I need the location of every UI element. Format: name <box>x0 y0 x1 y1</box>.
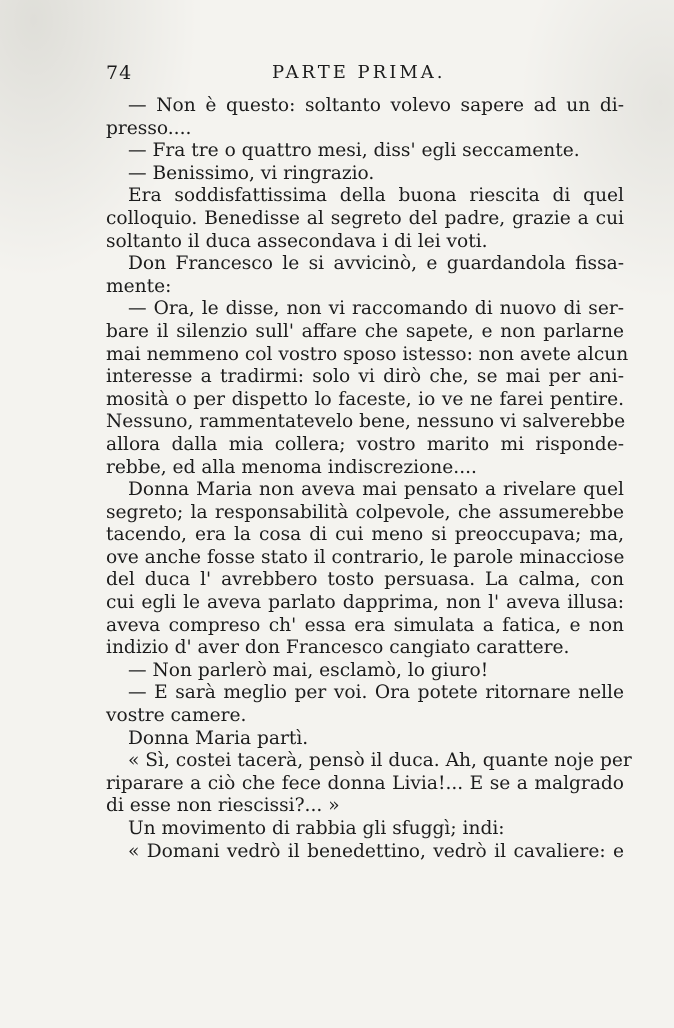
text-line: aveva compreso ch' essa era simulata a fatica, e non <box>106 614 624 636</box>
text-line: — Fra tre o quattro mesi, diss' egli seccamente. <box>128 140 580 162</box>
text-line: ove anche fosse stato il contrario, le parole minacciose <box>106 546 625 568</box>
text-line: cui egli le aveva parlato dapprima, non l' aveva illusa: <box>106 592 624 614</box>
text-line: « Sì, costei tacerà, pensò il duca. Ah, quante noje per <box>128 750 632 772</box>
text-line: mosità o per dispetto lo faceste, io ve ne farei pentire. <box>106 388 624 410</box>
text-line: tacendo, era la cosa di cui meno si preoccupava; ma, <box>106 524 624 546</box>
text-line: — Benissimo, vi ringrazio. <box>128 162 375 184</box>
text-line: soltanto il duca assecondava i di lei voti. <box>106 230 488 252</box>
text-line: Era soddisfattissima della buona riescita di quel <box>128 185 624 207</box>
body-text <box>106 95 632 863</box>
text-line: colloquio. Benedisse al segreto del padre, grazie a cui <box>106 207 624 229</box>
text-line: di esse non riescissi?... » <box>106 795 340 817</box>
text-line: mai nemmeno col vostro sposo istesso: non avete alcun <box>106 343 629 365</box>
text-line: — E sarà meglio per voi. Ora potete ritornare nelle <box>128 682 624 704</box>
text-line: — Non è questo: soltanto volevo sapere ad un di- <box>128 95 624 116</box>
text-line: indizio d' aver don Francesco cangiato carattere. <box>106 637 570 659</box>
text-line: riparare a ciò che fece donna Livia!... E se a malgrado <box>106 772 624 794</box>
text-line: mente: <box>106 275 172 297</box>
text-line: presso.... <box>106 117 192 139</box>
text-line: del duca l' avrebbero tosto persuasa. La calma, con <box>106 569 624 591</box>
page-header <box>106 62 626 88</box>
text-line: « Domani vedrò il benedettino, vedrò il cavaliere: e <box>128 840 624 862</box>
text-line: vostre camere. <box>106 705 247 727</box>
text-line: interesse a tradirmi: solo vi dirò che, se mai per ani- <box>106 366 624 388</box>
page-number: 74 <box>106 62 133 84</box>
text-line: Nessuno, rammentatevelo bene, nessuno vi salverebbe <box>106 411 626 433</box>
text-line: allora dalla mia collera; vostro marito mi risponde- <box>106 433 624 455</box>
text-line: segreto; la responsabilità colpevole, che assumerebbe <box>106 501 624 523</box>
text-line: bare il silenzio sull' affare che sapete, e non parlarne <box>106 320 624 342</box>
text-line: — Ora, le disse, non vi raccomando di nuovo di ser- <box>128 298 624 320</box>
text-line: — Non parlerò mai, esclamò, lo giuro! <box>128 659 489 681</box>
text-line: rebbe, ed alla menoma indiscrezione.... <box>106 456 477 478</box>
text-line: Donna Maria partì. <box>128 727 309 749</box>
text-line: Donna Maria non aveva mai pensato a rivelare quel <box>128 479 624 501</box>
text-line: Un movimento di rabbia gli sfuggì; indi: <box>128 818 505 839</box>
text-line: Don Francesco le si avvicinò, e guardandola fissa- <box>128 253 624 275</box>
running-head: PARTE PRIMA. <box>272 62 446 83</box>
